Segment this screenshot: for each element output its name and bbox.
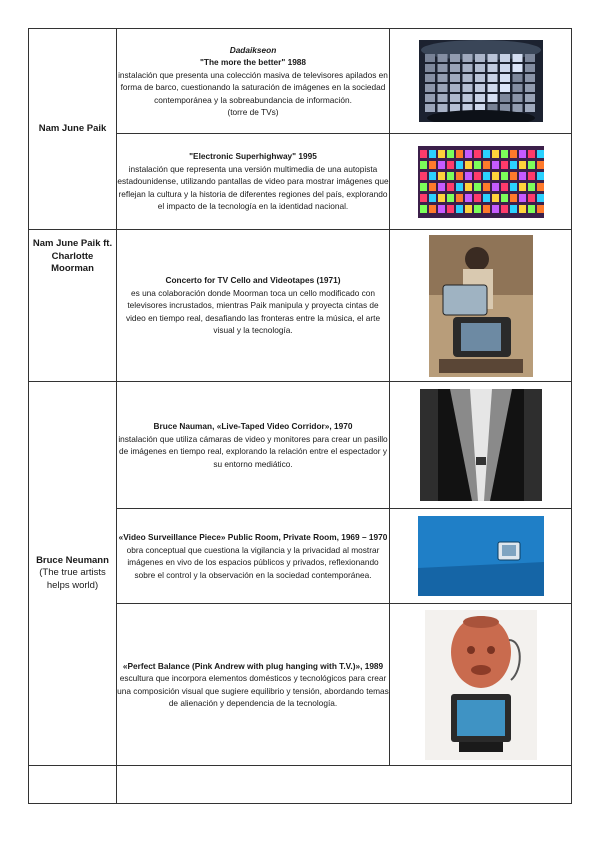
work-image-cell	[390, 509, 572, 604]
work-title: "The more the better" 1988	[199, 57, 307, 67]
table-row	[29, 382, 572, 509]
work-title: «Perfect Balance (Pink Andrew with plug hanging with T.V.)», 1989	[122, 660, 384, 671]
work-title: «Video Surveillance Piece» Public Room, Private Room, 1969 – 1970	[118, 532, 388, 542]
table-row	[29, 29, 572, 134]
artist-name: Bruce Neumann	[36, 554, 109, 566]
electronic-superhighway-photo	[418, 146, 544, 218]
surveillance-room-photo	[418, 516, 544, 596]
work-image-cell	[390, 29, 572, 134]
artist-name: Nam June Paik	[38, 122, 107, 134]
work-description: instalación que representa una versión multimedia de una autopista estadounidense, utilizando pantallas de video para mostrar imágenes que reflejan la cultura y la historia de diferentes regiones del país, explorando el impacto de la tecnología en la identidad nacional.	[117, 163, 389, 212]
artworks-table	[28, 28, 572, 804]
work-description: escultura que incorpora elementos domésticos y tecnológicos para crear una composición visual que sugiere equilibrio y tensión, abordando temas de alienación y dependencia de la tecnología.	[117, 673, 389, 708]
work-description: obra conceptual que cuestiona la vigilancia y la privacidad al mostrar imágenes en vivo de los espacios públicos y privados, reflexionando sobre el control y la observación en la sociedad contemporánea.	[126, 544, 380, 580]
work-image-cell	[390, 382, 572, 509]
work-image-cell	[390, 604, 572, 766]
perfect-balance-photo	[425, 610, 537, 760]
work-description-cell	[117, 604, 390, 766]
table-row	[29, 230, 572, 382]
artist-cell	[29, 230, 117, 382]
work-title: Concerto for TV Cello and Videotapes (1971)	[165, 275, 341, 286]
work-title-italic: Dadaikseon	[229, 44, 277, 55]
artist-subtitle: (The true artists helps world)	[39, 567, 106, 591]
empty-cell	[29, 766, 117, 804]
artist-cell	[29, 29, 117, 230]
work-description-cell	[117, 134, 390, 230]
work-title: "Electronic Superhighway" 1995	[189, 151, 317, 162]
work-description-cell	[117, 509, 390, 604]
work-description-cell	[117, 382, 390, 509]
work-description: es una colaboración donde Moorman toca un cello modificado con televisores incrustados, mientras Paik manipula y proyecta cintas de video en tiempo real, desafiando las fronteras entre la música, el arte visual y la tecnología.	[125, 287, 381, 336]
work-description-cell	[117, 230, 390, 382]
table-row	[29, 766, 572, 804]
work-description: instalación que utiliza cámaras de video y monitores para crear un pasillo de imágenes en tiempo real, explorando la relación entre el espectador y su entorno mediático.	[118, 433, 388, 469]
tv-tower-photo	[419, 40, 543, 122]
artist-cell	[29, 382, 117, 766]
artist-name: Nam June Paik ft. Charlotte Moorman	[32, 238, 113, 274]
work-image-cell	[390, 230, 572, 382]
work-description: instalación que presenta una colección masiva de televisores apilados en forma de barco, cuestionando la saturación de imágenes en la sociedad contemporánea y la sobreabundancia de información.	[118, 69, 388, 105]
tv-cello-photo	[429, 235, 533, 377]
work-description-cell	[117, 29, 390, 134]
work-image-cell	[390, 134, 572, 230]
empty-cell	[117, 766, 572, 804]
work-note: (torre de TVs)	[227, 107, 279, 117]
work-title: Bruce Nauman, «Live-Taped Video Corridor», 1970	[153, 421, 353, 431]
video-corridor-photo	[420, 389, 542, 501]
